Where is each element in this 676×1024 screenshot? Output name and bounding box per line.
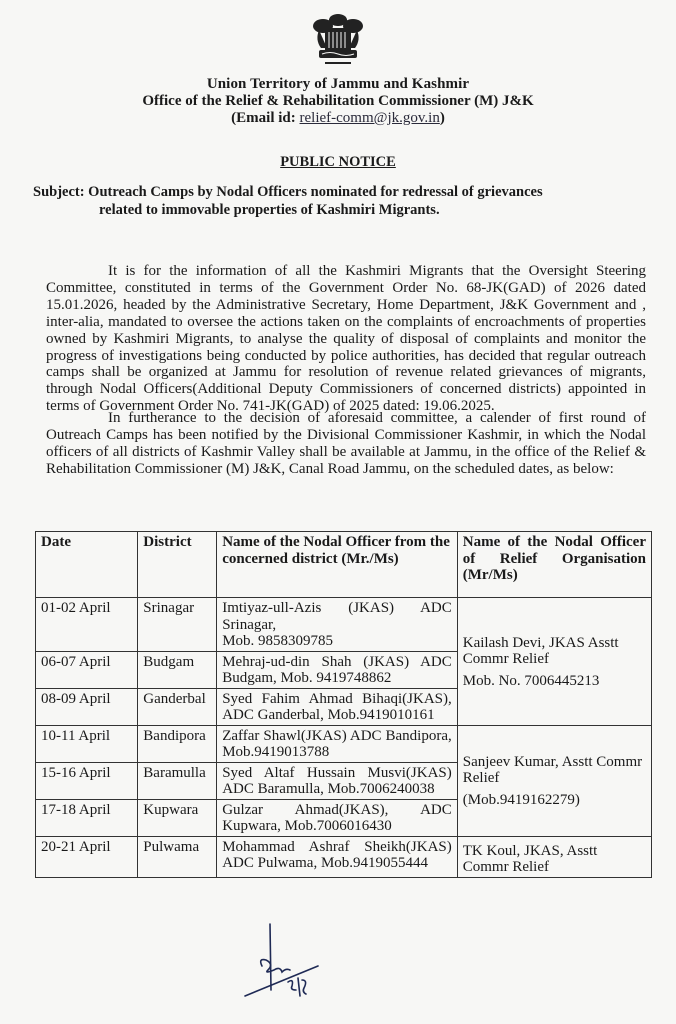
outreach-camps-table bbox=[35, 531, 652, 878]
relief-officer-name: TK Koul, JKAS, Asstt Commr Relief bbox=[462, 842, 598, 875]
table-header-row bbox=[36, 532, 652, 598]
header-office-name: Office of the Relief & Rehabilitation Commissioner (M) J&K bbox=[142, 93, 534, 109]
relief-officer-mobile: (Mob.9419162279) bbox=[462, 791, 580, 808]
cell-district: Pulwama bbox=[138, 836, 217, 877]
notice-title: PUBLIC NOTICE bbox=[280, 154, 396, 170]
cell-date: 20-21 April bbox=[36, 836, 138, 877]
cell-date: 06-07 April bbox=[36, 651, 138, 688]
cell-district: Baramulla bbox=[138, 762, 217, 799]
cell-nodal-officer: Syed Altaf Hussain Musvi(JKAS) ADC Baramulla, Mob.7006240038 bbox=[217, 762, 458, 799]
header-nodal-officer: Name of the Nodal Officer from the concerned district (Mr./Ms) bbox=[217, 532, 458, 598]
cell-district: Bandipora bbox=[138, 725, 217, 762]
nodal-officer-name: Imtiyaz-ull-Azis (JKAS) ADC Srinagar, bbox=[222, 600, 452, 633]
cell-nodal-officer bbox=[217, 598, 458, 652]
notice-subject bbox=[33, 183, 643, 219]
cell-district: Ganderbal bbox=[138, 688, 217, 725]
cell-nodal-officer: Gulzar Ahmad(JKAS), ADC Kupwara, Mob.7006016430 bbox=[217, 799, 458, 836]
email-suffix: ) bbox=[439, 110, 445, 126]
cell-nodal-officer: Mohammad Ashraf Sheikh(JKAS) ADC Pulwama, Mob.9419055444 bbox=[217, 836, 458, 877]
body-paragraph-2: In furtherance to the decision of aforesaid committee, a calender of first round of Outreach Camps has been notified by the Divisional Commissioner Kashmir, in which the Nodal officers of all districts of Kashmir Valley shall be available at Jammu, in the office of the Relief & Rehabilitation Commissioner (M) J&K, Canal Road Jammu, on the scheduled dates, as below: bbox=[46, 410, 646, 477]
relief-officer-mobile: Mob. No. 7006445213 bbox=[462, 672, 600, 689]
table-row bbox=[36, 836, 652, 877]
relief-officer-name: Sanjeev Kumar, Asstt Commr Relief bbox=[462, 753, 643, 787]
cell-nodal-officer: Syed Fahim Ahmad Bihaqi(JKAS), ADC Ganderbal, Mob.9419010161 bbox=[217, 688, 458, 725]
table-row bbox=[36, 725, 652, 762]
cell-nodal-officer: Zaffar Shawl(JKAS) ADC Bandipora, Mob.9419013788 bbox=[217, 725, 458, 762]
cell-date: 15-16 April bbox=[36, 762, 138, 799]
nodal-officer-mobile: Mob. 9858309785 bbox=[222, 633, 334, 649]
signature-icon bbox=[240, 918, 340, 998]
cell-date: 17-18 April bbox=[36, 799, 138, 836]
email-prefix: (Email id: bbox=[231, 110, 300, 126]
cell-date: 10-11 April bbox=[36, 725, 138, 762]
subject-line-1: Subject: Outreach Camps by Nodal Officers nominated for redressal of grievances bbox=[33, 184, 543, 200]
cell-district: Budgam bbox=[138, 651, 217, 688]
header-district: District bbox=[138, 532, 217, 598]
cell-relief-officer bbox=[457, 725, 651, 836]
header-relief-officer: Name of the Nodal Officer of Relief Organisation (Mr/Ms) bbox=[457, 532, 651, 598]
cell-relief-officer bbox=[457, 598, 651, 726]
relief-officer-name: Kailash Devi, JKAS Asstt Commr Relief bbox=[462, 634, 619, 667]
header-ut-name: Union Territory of Jammu and Kashmir bbox=[206, 76, 470, 92]
table-row bbox=[36, 598, 652, 652]
cell-district: Srinagar bbox=[138, 598, 217, 652]
email-link[interactable]: relief-comm@jk.gov.in bbox=[299, 110, 440, 126]
cell-relief-officer bbox=[457, 836, 651, 877]
cell-nodal-officer: Mehraj-ud-din Shah (JKAS) ADC Budgam, Mob. 9419748862 bbox=[217, 651, 458, 688]
cell-date: 01-02 April bbox=[36, 598, 138, 652]
header-date: Date bbox=[36, 532, 138, 598]
national-emblem-icon bbox=[305, 12, 371, 72]
header-email bbox=[0, 110, 676, 127]
subject-line-2: related to immovable properties of Kashmiri Migrants. bbox=[99, 202, 440, 218]
body-paragraph-1: It is for the information of all the Kashmiri Migrants that the Oversight Steering Committee, constituted in terms of the Government Order No. 68-JK(GAD) of 2026 dated 15.01.2026, headed by the Administrative Secretary, Home Department, J&K Government and , inter-alia, mandated to oversee the actions taken on the complaints of encroachments of properties owned by Kashmiri Migrants, to analyse the quality of disposal of complaints and monitor the progress of investigations being conducted by police authorities, has decided that regular outreach camps shall be organized at Jammu for resolution of revenue related grievances of migrants, through Nodal Officers(Additional Deputy Commissioners of concerned districts) appointed in terms of Government Order No. 741-JK(GAD) of 2025 dated: 19.06.2025. bbox=[46, 263, 646, 415]
cell-date: 08-09 April bbox=[36, 688, 138, 725]
cell-district: Kupwara bbox=[138, 799, 217, 836]
